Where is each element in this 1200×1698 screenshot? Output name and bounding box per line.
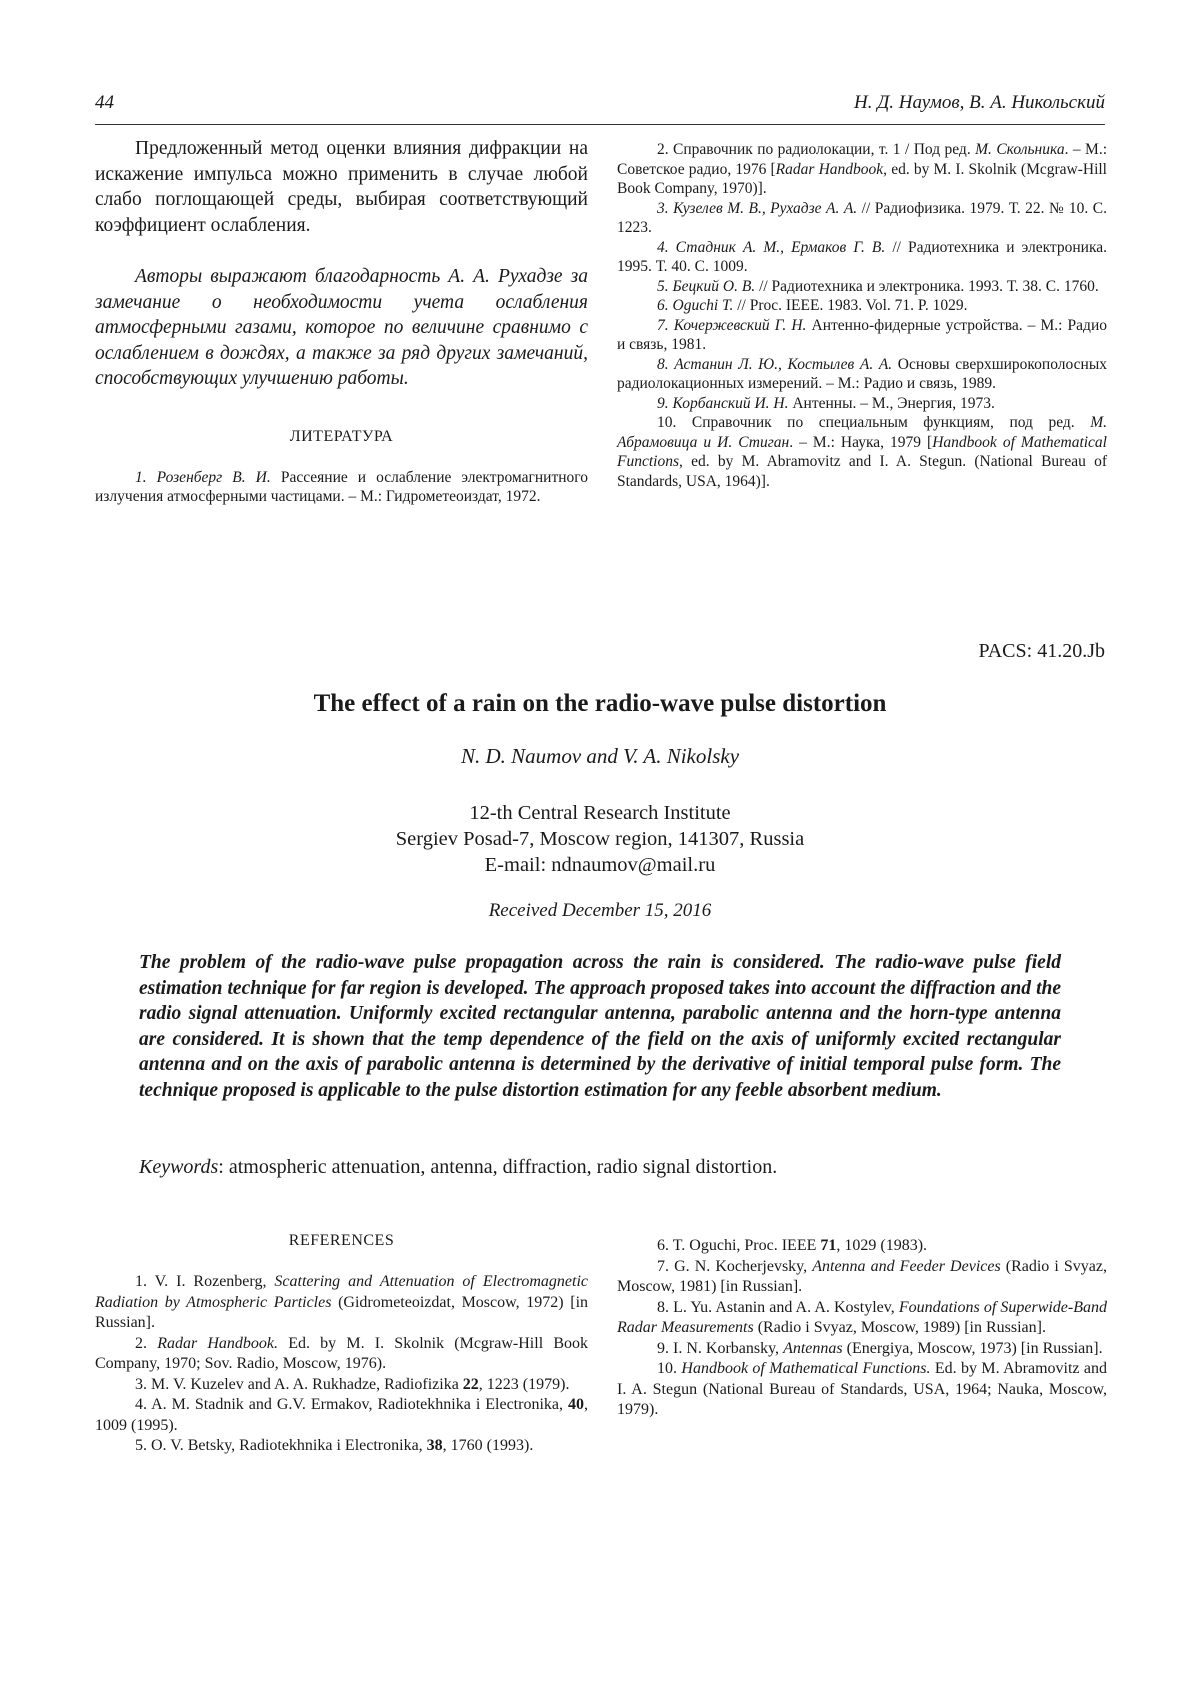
ru-ref-author: 7. Кочержевский Г. Н.	[657, 316, 807, 334]
ru-ref-1	[95, 468, 588, 507]
en-ref-author: 7. G. N. Kocherjevsky,	[657, 1257, 813, 1275]
ru-ref-text: // Радиотехника и электроника. 1995. Т. 40. С. 1009.	[617, 238, 1108, 275]
ru-ref-author: 5. Бецкий О. В.	[657, 277, 756, 295]
en-ref-tail: , 1760 (1993).	[442, 1437, 534, 1454]
pacs-code: PACS: 41.20.Jb	[978, 640, 1105, 662]
ru-ref-tail: , ed. by M. Abramovitz and I. A. Stegun. (National Bureau of Standards, USA, 1964)].	[617, 453, 1107, 490]
running-header	[95, 92, 1105, 122]
keywords	[139, 1156, 1061, 1179]
header-rule	[95, 124, 1105, 125]
ru-ref-text: Антенны. – М., Энергия, 1973.	[788, 394, 995, 412]
ru-ref-2	[617, 140, 1107, 199]
en-ref-9	[617, 1339, 1107, 1360]
en-ref-author: 1. V. I. Rozenberg,	[135, 1273, 275, 1290]
en-ref-title: Foundations of Superwide-Band Radar Measurements	[617, 1298, 1108, 1336]
ru-ref-text: // Радиофизика. 1979. Т. 22. № 10. С. 1223.	[617, 199, 1107, 236]
affiliation-address: Sergiev Posad-7, Moscow region, 141307, Russia	[395, 828, 805, 850]
en-ref-author: 4. A. M. Stadnik and G.V. Ermakov, Radiotekhnika i Electronika,	[135, 1396, 568, 1413]
en-ref-title: Handbook of Mathematical Functions.	[681, 1360, 931, 1377]
en-ref-tail: (Energiya, Moscow, 1973) [in Russian].	[842, 1339, 1103, 1357]
en-ref-volume: 38	[426, 1437, 443, 1454]
ru-ref-author: 3. Кузелев М. В., Рухадзе А. А.	[657, 199, 858, 217]
ru-ref-text: Рассеяние и ослабление электромагнитного излучения атмосферными частицами. – М.: Гидрометеоиздат, 1972.	[95, 468, 588, 505]
ru-ref-editor: М. Абрамовица и И. Стиган	[617, 414, 1107, 451]
en-ref-tail: (Radio i Svyaz, Moscow, 1981) [in Russian].	[617, 1257, 1107, 1295]
en-ref-2	[95, 1334, 588, 1375]
ru-ref-editor: М. Скольника	[975, 141, 1065, 158]
en-ref-author: 10.	[657, 1360, 682, 1377]
en-ref-title: Radar Handbook.	[157, 1334, 279, 1352]
en-references-heading: REFERENCES	[288, 1232, 395, 1249]
en-ref-3	[95, 1375, 588, 1396]
ru-ref-6	[617, 296, 1107, 316]
ru-ref-text: . – М.: Наука, 1979 [	[789, 433, 933, 451]
ru-ref-author: 2. Справочник по радиолокации, т. 1 / Под ред.	[657, 141, 976, 158]
keywords-label: Keywords	[139, 1156, 219, 1178]
en-ref-title: Antennas	[783, 1339, 843, 1357]
ru-ref-10	[617, 413, 1107, 491]
article-title: The effect of a rain on the radio-wave pulse distortion	[313, 690, 887, 717]
en-ref-tail: (Radio i Svyaz, Moscow, 1989) [in Russian].	[753, 1319, 1046, 1336]
en-ref-author: 8. L. Yu. Astanin and A. A. Kostylev,	[657, 1298, 899, 1316]
ru-ref-author: 9. Корбанский И. Н.	[657, 394, 789, 412]
ru-ref-3	[617, 199, 1107, 238]
ru-ref-7	[617, 316, 1107, 355]
ru-ref-9	[617, 394, 1107, 414]
en-ref-volume: 40	[568, 1396, 584, 1413]
page-number: 44	[95, 92, 114, 113]
en-ref-author: 3. M. V. Kuzelev and A. A. Rukhadze, Radiofizika	[135, 1375, 463, 1393]
en-ref-8	[617, 1298, 1107, 1339]
ru-right-column	[617, 140, 1107, 491]
keywords-text: : atmospheric attenuation, antenna, diffraction, radio signal distortion.	[218, 1156, 778, 1178]
en-ref-tail: , 1029 (1983).	[836, 1237, 928, 1254]
ru-ref-author: 8. Астанин Л. Ю., Костылев А. А.	[657, 355, 893, 373]
author-email: E-mail: ndnaumov@mail.ru	[484, 854, 716, 876]
en-ref-5	[95, 1436, 588, 1457]
en-ref-tail: Ed. by M. Abramovitz and I. A. Stegun (National Bureau of Standards, USA, 1964; Nauka, Moscow, 1979).	[617, 1360, 1108, 1418]
ru-ref-title-en: Handbook of Mathematical Functions	[617, 433, 1107, 470]
ru-ref-5	[617, 277, 1107, 297]
en-ref-7	[617, 1257, 1107, 1298]
en-ref-6	[617, 1236, 1107, 1257]
en-ref-tail: , 1223 (1979).	[478, 1375, 570, 1393]
ru-ref-text: // Радиотехника и электроника. 1993. Т. 38. С. 1760.	[755, 277, 1099, 295]
ru-literature-heading: ЛИТЕРАТУРА	[289, 427, 394, 445]
ru-ref-text: // Proc. IEEE. 1983. Vol. 71. P. 1029.	[733, 297, 968, 314]
en-refs-right-column	[617, 1236, 1107, 1421]
received-date: Received December 15, 2016	[488, 900, 712, 921]
en-ref-tail: (Gidrometeoizdat, Moscow, 1972) [in Russian].	[95, 1293, 589, 1331]
ru-ref-text: Антенно-фидерные устройства. – М.: Радио и связь, 1981.	[617, 316, 1107, 353]
en-ref-title: Scattering and Attenuation of Electromagnetic Radiation by Atmospheric Particles	[95, 1273, 588, 1311]
en-refs-left-column	[95, 1232, 588, 1457]
ru-ref-author: 10. Справочник по специальным функциям, под ред.	[657, 414, 1091, 431]
ru-ref-author: 1. Розенберг В. И.	[135, 468, 271, 486]
en-ref-tail: , 1009 (1995).	[95, 1396, 588, 1434]
en-ref-4	[95, 1395, 588, 1436]
en-ref-1	[95, 1272, 588, 1334]
en-ref-author: 2.	[135, 1334, 158, 1352]
en-ref-author: 6. T. Oguchi, Proc. IEEE	[657, 1237, 821, 1254]
en-ref-author: 9. I. N. Korbansky,	[657, 1339, 784, 1357]
ru-ref-title-en: Radar Handbook	[775, 160, 884, 178]
ru-ref-text: Основы сверхширокополосных радиолокационных измерений. – М.: Радио и связь, 1989.	[617, 355, 1107, 392]
ru-ref-author: 4. Стадник А. М., Ермаков Г. В.	[657, 238, 886, 256]
abstract: The problem of the radio-wave pulse propagation across the rain is considered. The radio-wave pulse field estimation technique for far region is developed. The approach proposed takes into account the diffraction and the radio signal attenuation. Uniformly excited rectangular antenna, parabolic antenna and the horn-type antenna are considered. It is shown that the temp dependence of the field on the axis of uniformly excited rectangular antenna and on the axis of parabolic antenna is determined by the derivative of initial temporal pulse form. The technique proposed is applicable to the pulse distortion estimation for any feeble absorbent medium.	[139, 952, 1061, 1101]
en-ref-10	[617, 1359, 1107, 1421]
article-authors: N. D. Naumov and V. A. Nikolsky	[460, 744, 740, 768]
ru-ref-text: . – М.: Советское радио, 1976 [	[617, 141, 1108, 178]
ru-left-column	[95, 136, 588, 507]
en-ref-tail: Ed. by M. I. Skolnik (Mcgraw-Hill Book Company, 1970; Sov. Radio, Moscow, 1976).	[95, 1334, 588, 1372]
ru-ref-author: 6. Oguchi T.	[657, 297, 734, 314]
ru-acknowledgement: Авторы выражают благодарность А. А. Рухадзе за замечание о необходимости учета ослабления атмосферными газами, которое по величине сравнимо с ослаблением в дождях, а также за ряд других замечаний, способствующих улучшению работы.	[95, 266, 588, 389]
ru-ref-4	[617, 238, 1107, 277]
en-ref-author: 5. O. V. Betsky, Radiotekhnika i Electronika,	[135, 1437, 427, 1454]
ru-ref-tail: , ed. by M. I. Skolnik (Mcgraw-Hill Book Company, 1970)].	[617, 160, 1107, 197]
en-ref-volume: 71	[820, 1237, 837, 1254]
affiliation	[95, 800, 1105, 878]
affiliation-institute: 12-th Central Research Institute	[469, 802, 731, 824]
ru-conclusion: Предложенный метод оценки влияния дифракции на искажение импульса можно применить в случае любой слабо поглощающей среды, выбирая соответствующий коэффициент ослабления.	[95, 138, 588, 236]
ru-ref-8	[617, 355, 1107, 394]
running-authors: Н. Д. Наумов, В. А. Никольский	[854, 92, 1105, 113]
en-ref-title: Antenna and Feeder Devices	[812, 1257, 1001, 1275]
en-ref-volume: 22	[462, 1375, 479, 1393]
